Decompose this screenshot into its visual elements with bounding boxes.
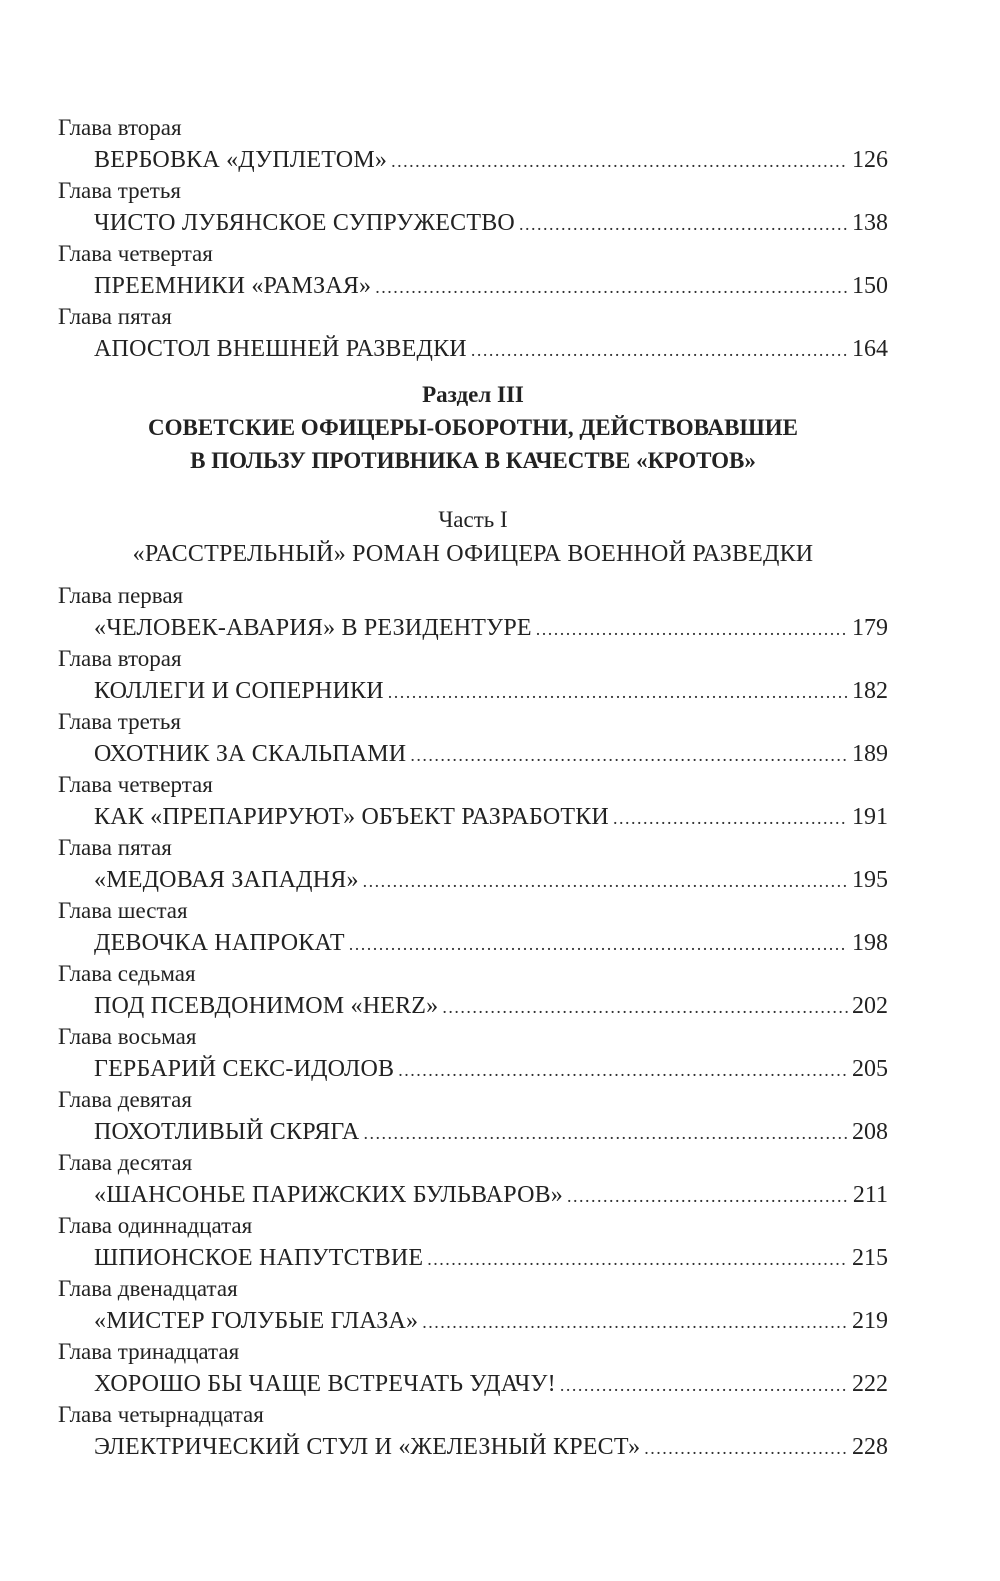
chapter-label: Глава третья — [58, 178, 181, 203]
chapter-label: Глава пятая — [58, 835, 172, 860]
page-number: 208 — [852, 1119, 888, 1145]
dot-leader — [349, 928, 848, 960]
toc-title-line — [58, 1431, 888, 1462]
dot-leader — [391, 145, 848, 177]
dot-leader — [560, 1369, 848, 1401]
dot-leader — [567, 1180, 849, 1212]
dot-leader — [427, 1243, 848, 1275]
chapter-label: Глава восьмая — [58, 1024, 197, 1049]
chapter-title: ШПИОНСКОЕ НАПУТСТВИЕ — [94, 1245, 424, 1271]
page-number: 164 — [852, 336, 888, 362]
toc-title-line — [58, 144, 888, 175]
page-number: 150 — [852, 273, 888, 299]
chapter-label: Глава тринадцатая — [58, 1339, 240, 1364]
chapter-title: «МЕДОВАЯ ЗАПАДНЯ» — [94, 867, 359, 893]
toc-entry[interactable] — [58, 643, 888, 706]
chapter-title: ПОХОТЛИВЫЙ СКРЯГА — [94, 1119, 360, 1145]
chapter-title: ЭЛЕКТРИЧЕСКИЙ СТУЛ И «ЖЕЛЕЗНЫЙ КРЕСТ» — [94, 1434, 641, 1460]
dot-leader — [363, 1117, 848, 1149]
chapter-label: Глава четвертая — [58, 772, 213, 797]
toc-entry[interactable] — [58, 706, 888, 769]
toc-entry[interactable] — [58, 958, 888, 1021]
toc-entry[interactable] — [58, 301, 888, 364]
toc-title-line — [58, 207, 888, 238]
toc-title-line — [58, 1305, 888, 1336]
chapter-label: Глава одиннадцатая — [58, 1213, 253, 1238]
chapter-title: ХОРОШО БЫ ЧАЩЕ ВСТРЕЧАТЬ УДАЧУ! — [94, 1371, 556, 1397]
dot-leader — [536, 613, 848, 645]
dot-leader — [613, 802, 848, 834]
chapter-title: ВЕРБОВКА «ДУПЛЕТОМ» — [94, 147, 388, 173]
toc-title-line — [58, 1053, 888, 1084]
page-number: 215 — [852, 1245, 888, 1271]
toc-list-bottom — [58, 580, 888, 1462]
toc-entry[interactable] — [58, 580, 888, 643]
toc-title-line — [58, 864, 888, 895]
page-number: 191 — [852, 804, 888, 830]
page-number: 126 — [852, 147, 888, 173]
page-number: 182 — [852, 678, 888, 704]
page-number: 222 — [852, 1371, 888, 1397]
chapter-title: «ШАНСОНЬЕ ПАРИЖСКИХ БУЛЬВАРОВ» — [94, 1182, 564, 1208]
dot-leader — [519, 208, 848, 240]
toc-title-line — [58, 270, 888, 301]
toc-list-top — [58, 112, 888, 364]
toc-entry[interactable] — [58, 895, 888, 958]
toc-title-line — [58, 927, 888, 958]
chapter-title: ПРЕЕМНИКИ «РАМЗАЯ» — [94, 273, 372, 299]
page-number: 211 — [852, 1182, 888, 1208]
chapter-label: Глава первая — [58, 583, 184, 608]
toc-title-line — [58, 1116, 888, 1147]
toc-title-line — [58, 612, 888, 643]
dot-leader — [471, 334, 848, 366]
chapter-label: Глава двенадцатая — [58, 1276, 238, 1301]
chapter-title: АПОСТОЛ ВНЕШНЕЙ РАЗВЕДКИ — [94, 336, 467, 362]
chapter-title: ДЕВОЧКА НАПРОКАТ — [94, 930, 345, 956]
chapter-title: КАК «ПРЕПАРИРУЮТ» ОБЪЕКТ РАЗРАБОТКИ — [94, 804, 609, 830]
toc-title-line — [58, 675, 888, 706]
toc-entry[interactable] — [58, 1399, 888, 1462]
chapter-label: Глава пятая — [58, 304, 172, 329]
toc-entry[interactable] — [58, 832, 888, 895]
dot-leader — [644, 1432, 848, 1464]
page-number: 189 — [852, 741, 888, 767]
toc-title-line — [58, 1242, 888, 1273]
section-title-line-2: В ПОЛЬЗУ ПРОТИВНИКА В КАЧЕСТВЕ «КРОТОВ» — [190, 448, 756, 473]
toc-entry[interactable] — [58, 769, 888, 832]
toc-entry[interactable] — [58, 238, 888, 301]
section-heading — [58, 378, 888, 477]
toc-entry[interactable] — [58, 1336, 888, 1399]
chapter-title: ГЕРБАРИЙ СЕКС-ИДОЛОВ — [94, 1056, 395, 1082]
part-heading — [58, 503, 888, 571]
chapter-label: Глава седьмая — [58, 961, 196, 986]
chapter-title: «МИСТЕР ГОЛУБЫЕ ГЛАЗА» — [94, 1308, 419, 1334]
toc-title-line — [58, 1368, 888, 1399]
dot-leader — [410, 739, 848, 771]
chapter-label: Глава девятая — [58, 1087, 192, 1112]
part-label: Часть I — [438, 507, 508, 532]
chapter-label: Глава шестая — [58, 898, 188, 923]
toc-title-line — [58, 1179, 888, 1210]
section-label: Раздел III — [422, 382, 524, 407]
toc-title-line — [58, 738, 888, 769]
part-title: «РАССТРЕЛЬНЫЙ» РОМАН ОФИЦЕРА ВОЕННОЙ РАЗВЕДКИ — [132, 541, 814, 567]
toc-entry[interactable] — [58, 175, 888, 238]
chapter-title: ЧИСТО ЛУБЯНСКОЕ СУПРУЖЕСТВО — [94, 210, 515, 236]
chapter-title: ОХОТНИК ЗА СКАЛЬПАМИ — [94, 741, 407, 767]
toc-entry[interactable] — [58, 1147, 888, 1210]
chapter-label: Глава десятая — [58, 1150, 193, 1175]
dot-leader — [363, 865, 848, 897]
toc-entry[interactable] — [58, 1084, 888, 1147]
toc-title-line — [58, 333, 888, 364]
page-number: 198 — [852, 930, 888, 956]
page-number: 219 — [852, 1308, 888, 1334]
page-number: 228 — [852, 1434, 888, 1460]
toc-title-line — [58, 990, 888, 1021]
toc-entry[interactable] — [58, 1021, 888, 1084]
toc-entry[interactable] — [58, 112, 888, 175]
page-number: 195 — [852, 867, 888, 893]
toc-entry[interactable] — [58, 1273, 888, 1336]
chapter-title: КОЛЛЕГИ И СОПЕРНИКИ — [94, 678, 384, 704]
chapter-title: ПОД ПСЕВДОНИМОМ «HERZ» — [94, 993, 439, 1019]
page-number: 138 — [852, 210, 888, 236]
toc-entry[interactable] — [58, 1210, 888, 1273]
page-number: 179 — [852, 615, 888, 641]
page-number: 202 — [852, 993, 888, 1019]
chapter-label: Глава третья — [58, 709, 181, 734]
toc-title-line — [58, 801, 888, 832]
dot-leader — [388, 676, 848, 708]
chapter-title: «ЧЕЛОВЕК-АВАРИЯ» В РЕЗИДЕНТУРЕ — [94, 615, 532, 641]
dot-leader — [422, 1306, 848, 1338]
dot-leader — [398, 1054, 848, 1086]
dot-leader — [375, 271, 848, 303]
page-number: 205 — [852, 1056, 888, 1082]
chapter-label: Глава вторая — [58, 646, 182, 671]
section-title-line-1: СОВЕТСКИЕ ОФИЦЕРЫ-ОБОРОТНИ, ДЕЙСТВОВАВШИЕ — [148, 415, 798, 440]
dot-leader — [442, 991, 848, 1023]
chapter-label: Глава четырнадцатая — [58, 1402, 264, 1427]
chapter-label: Глава вторая — [58, 115, 182, 140]
chapter-label: Глава четвертая — [58, 241, 213, 266]
